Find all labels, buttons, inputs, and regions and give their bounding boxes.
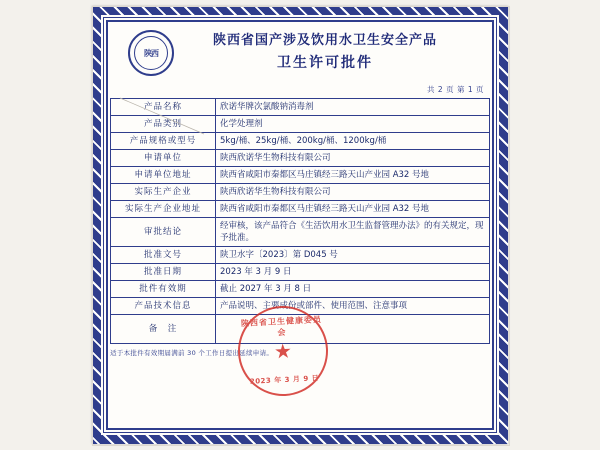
table-row [111,247,490,264]
certificate-table [110,98,490,344]
certificate-header [110,24,490,82]
row-value: 产品说明、主要成份或部件、使用范围、注意事项 [216,298,490,315]
row-value: 陕西欣诺华生物科技有限公司 [216,184,490,201]
row-label: 产品名称 [111,99,216,116]
emblem-icon [128,30,174,76]
row-label: 批件有效期 [111,281,216,298]
stamp-top-text: 陕西省卫生健康委员会 [241,314,323,338]
row-value: 陕西省咸阳市秦都区马庄镇经三路天山产业园 A32 号地 [216,201,490,218]
table-row [111,184,490,201]
stamp-bottom-text: 2023 年 3 月 9 日 [249,374,320,386]
title-block [178,24,490,72]
row-value: 陕西欣诺华生物科技有限公司 [216,150,490,167]
row-value: 2023 年 3 月 9 日 [216,264,490,281]
row-label: 实际生产企业 [111,184,216,201]
row-value: 陕西省咸阳市秦都区马庄镇经三路天山产业园 A32 号地 [216,167,490,184]
row-value: 化学处理剂 [216,116,490,133]
table-row [111,99,490,116]
page-title-line2: 卫生许可批件 [277,55,373,71]
row-label: 申请单位地址 [111,167,216,184]
table-row [111,201,490,218]
star-icon: ★ [273,338,293,364]
row-label: 批准日期 [111,264,216,281]
table-row [111,281,490,298]
row-label: 产品技术信息 [111,298,216,315]
row-label: 实际生产企业地址 [111,201,216,218]
row-value: 欣诺华牌次氯酸钠消毒剂 [216,99,490,116]
row-label: 申请单位 [111,150,216,167]
table-row [111,133,490,150]
row-value: 截止 2027 年 3 月 8 日 [216,281,490,298]
table-row [111,116,490,133]
table-row [111,264,490,281]
page-title-line1: 陕西省国产涉及饮用水卫生安全产品 [212,33,437,48]
row-label: 审批结论 [111,218,216,247]
row-label: 产品规格或型号 [111,133,216,150]
row-value: 5kg/桶、25kg/桶、200kg/桶、1200kg/桶 [216,133,490,150]
emblem-label: 陕西 [134,36,168,70]
row-label: 批准文号 [111,247,216,264]
row-label: 产品类别 [111,116,216,133]
row-value: 陕卫水字〔2023〕第 D045 号 [216,247,490,264]
row-value: 经审核，该产品符合《生活饮用水卫生监督管理办法》的有关规定，现予批准。 [216,218,490,247]
table-row [111,150,490,167]
row-label: 备 注 [111,315,216,344]
footnote-text: 适于本批件有效期届满前 30 个工作日提出延续申请。 [110,349,274,357]
certificate-sheet [92,6,508,444]
page-number-info: 共 2 页 第 1 页 [427,85,484,94]
table-row [111,167,490,184]
table-row [111,218,490,247]
